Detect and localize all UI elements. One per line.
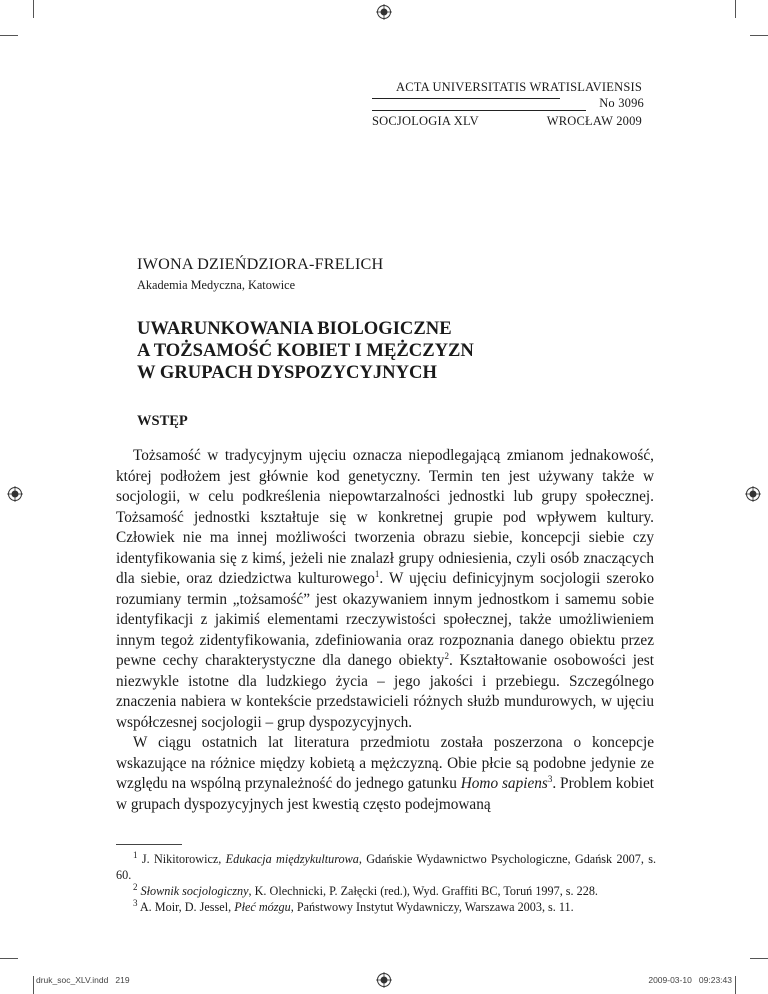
article-title [137, 318, 474, 384]
footnote-number: 3 [133, 897, 138, 908]
crop-mark-top-left-v [33, 0, 34, 18]
paragraph-text: W ciągu ostatnich lat literatura przedmiotu została poszerzona o koncepcje wskazujące na różnice między kobietą a mężczyzną. Obie płcie są podobne jedynie ze względu na wspólną przynależność do jednego gatunku [116, 734, 654, 792]
journal-name: ACTA UNIVERSITATIS WRATISLAVIENSIS [395, 80, 642, 94]
header-rule-bottom [372, 110, 586, 111]
crop-mark-top-left-h [0, 35, 18, 36]
footnote-text: , Państwowy Instytut Wydawniczy, Warszawa 2003, s. 11. [290, 900, 574, 914]
footnote-text: A. Moir, D. Jessel, [139, 900, 235, 914]
paragraph [116, 446, 654, 733]
crop-mark-bottom-right-h [750, 958, 768, 959]
crop-mark-top-right-v [735, 0, 736, 18]
registration-mark-top-icon [376, 4, 392, 20]
registration-mark-bottom-icon [376, 972, 392, 988]
footnote-ref[interactable]: 2 [444, 650, 449, 661]
footnote-text: , K. Olechnicki, P. Załęcki (red.), Wyd. Graffiti BC, Toruń 1997, s. 228. [248, 884, 598, 898]
article-title-line: W GRUPACH DYSPOZYCYJNYCH [137, 362, 437, 383]
footnote [116, 883, 656, 899]
crop-mark-bottom-left-h [0, 958, 18, 959]
paragraph-text: . Kształtowanie osobowości jest niezwykle istotne dla ludzkiego życia – jego jakości i przebiegu. Szczególnego znaczenia nabiera w kontekście przedstawicieli różnych służb mundurowych, w ujęciu współczesnej socjologii – grup dyspozycyjnych. [116, 652, 654, 731]
article-title-line: UWARUNKOWANIA BIOLOGICZNE [137, 318, 452, 339]
footnote-number: 2 [133, 881, 138, 892]
author-affiliation: Akademia Medyczna, Katowice [137, 278, 296, 292]
author-name: IWONA DZIEŃDZIORA-FRELICH [137, 255, 384, 273]
print-slug-timestamp: 2009-03-10 09:23:43 [648, 975, 732, 985]
footnote-title: Słownik socjologiczny [140, 884, 249, 898]
footnote [116, 899, 656, 915]
footnote-text: J. Nikitorowicz, [141, 852, 226, 866]
footnote-separator [116, 844, 182, 845]
registration-mark-right-icon [745, 486, 761, 502]
article-body [116, 446, 654, 815]
place-year: WROCŁAW 2009 [546, 114, 642, 128]
footnote-ref[interactable]: 1 [374, 568, 380, 579]
article-title-line: A TOŻSAMOŚĆ KOBIET I MĘŻCZYZN [137, 340, 474, 361]
series-name: SOCJOLOGIA XLV [372, 114, 479, 128]
footnote-number: 1 [133, 849, 138, 860]
footnote [116, 851, 656, 883]
paragraph-text: . W ujęciu definicyjnym socjologii szeroko rozumiany termin „tożsamość” jest okazywaniem innym jednostkom i samemu sobie identyfikacji z jakimiś elementami rzeczywistości społecznej, także umożliwieniem innym tegoż zidentyfikowania, zdefiniowania oraz rozpoznania danego obiektu przez pewne cechy charakterystyczne dla danego obiekty [116, 570, 654, 669]
footnotes [116, 851, 656, 915]
registration-mark-left-icon [7, 486, 23, 502]
paragraph-text: Tożsamość w tradycyjnym ujęciu oznacza niepodlegającą zmianom jednakowość, której podłożem jest głównie kod genetyczny. Termin ten jest używany także w socjologii, w celu podkreślenia niepowtarzalności jednostki lub grupy społecznej. Tożsamość jednostki kształtuje się w konkretnej grupie pod wpływem kultury. Człowiek nie ma innej możliwości tworzenia obrazu siebie, koncepcji siebie czy identyfikowania się z kimś, jeżeli nie znalazł grupy odniesienia, czyli osób znaczących dla siebie, oraz dziedzictwa kulturowego [116, 447, 654, 587]
section-heading: WSTĘP [137, 413, 188, 429]
species-name: Homo sapiens [460, 775, 548, 792]
issue-number: No 3096 [560, 96, 644, 111]
footnote-title: Edukacja międzykulturowa [225, 852, 359, 866]
paragraph [116, 733, 654, 815]
crop-mark-top-right-h [750, 35, 768, 36]
crop-mark-bottom-right-v [735, 976, 736, 994]
footnote-title: Płeć mózgu [234, 900, 291, 914]
crop-mark-bottom-left-v [33, 976, 34, 994]
footnote-text: , Gdańskie Wydawnictwo Psychologiczne, Gdańsk 2007, s. 60. [116, 852, 657, 882]
footnote-ref[interactable]: 3 [547, 773, 553, 784]
paragraph-text: . Problem kobiet w grupach dyspozycyjnych jest kwestią często podejmowaną [116, 775, 654, 813]
print-slug-file: druk_soc_XLV.indd 219 [36, 975, 130, 985]
